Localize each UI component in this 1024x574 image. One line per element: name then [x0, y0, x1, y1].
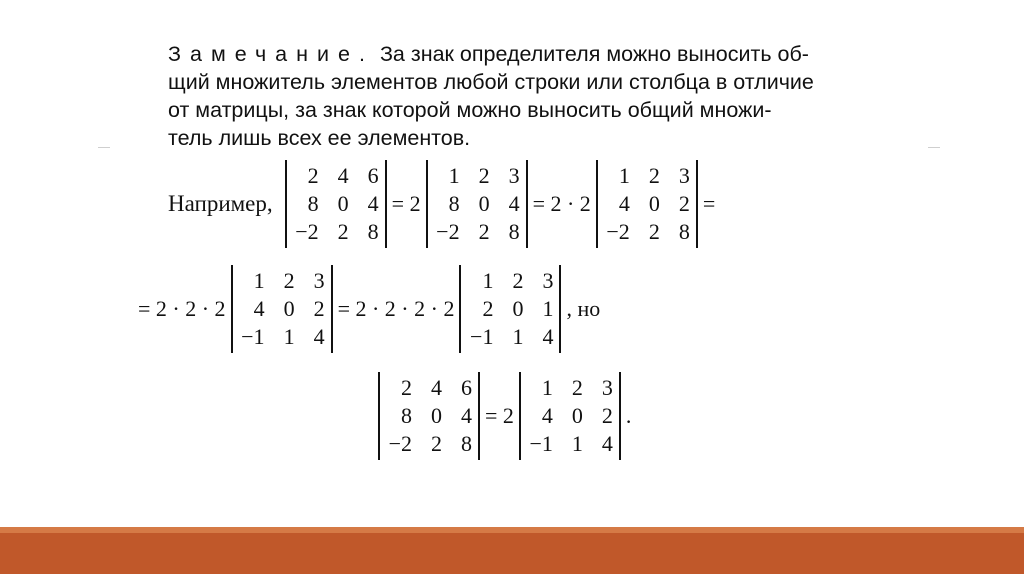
matrix-cell: 1 — [482, 268, 494, 293]
determinant — [519, 372, 621, 460]
matrix-cell: 0 — [478, 191, 490, 216]
matrix-cell: 4 — [253, 296, 265, 321]
matrix-cell: 4 — [367, 191, 379, 216]
matrix-cell: 1 — [542, 296, 554, 321]
matrix-cell: 3 — [542, 268, 554, 293]
matrix-cell: 4 — [601, 431, 613, 456]
matrix-cell: 4 — [542, 324, 554, 349]
matrix-cell: 2 — [313, 296, 325, 321]
matrix-cell: 8 — [461, 431, 472, 456]
remark-label: Замечание. — [168, 42, 374, 66]
determinant — [426, 160, 528, 248]
matrix-cell: −2 — [295, 219, 319, 244]
matrix-cell: 2 — [648, 219, 660, 244]
matrix-cell: 8 — [307, 191, 319, 216]
matrix-cell: 2 — [401, 375, 412, 400]
footer-bar — [0, 527, 1024, 574]
matrix-cell: 4 — [313, 324, 325, 349]
matrix-cell: 8 — [508, 219, 520, 244]
matrix-cell: 1 — [541, 375, 553, 400]
matrix-cell: 2 — [571, 375, 583, 400]
matrix-cell: 3 — [508, 163, 520, 188]
matrix-cell: 0 — [431, 403, 442, 428]
right-tick-mark — [928, 147, 940, 148]
matrix-cell: −2 — [606, 219, 630, 244]
matrix-cell: 3 — [313, 268, 325, 293]
matrix-cell: 3 — [601, 375, 613, 400]
remark-line-1: За знак определителя можно выносить об- — [379, 42, 809, 66]
operator: = 2 — [485, 403, 514, 428]
matrix-cell: 1 — [571, 431, 583, 456]
matrix-cell: 2 — [482, 296, 494, 321]
matrix-cell: −1 — [241, 324, 265, 349]
left-tick-mark — [98, 147, 110, 148]
determinant — [596, 160, 698, 248]
matrix-cell: 1 — [283, 324, 295, 349]
matrix-cell: −1 — [529, 431, 553, 456]
matrix-cell: 6 — [461, 375, 472, 400]
matrix-cell: 0 — [648, 191, 660, 216]
matrix-cell: 2 — [478, 219, 490, 244]
continuation-text: , но — [566, 296, 601, 321]
matrix-cell: 0 — [337, 191, 349, 216]
matrix-cell: 2 — [337, 219, 349, 244]
matrix-cell: 2 — [678, 191, 690, 216]
operator: = 2 · 2 · 2 — [138, 296, 226, 321]
matrix-cell: 4 — [541, 403, 553, 428]
matrix-cell: 1 — [253, 268, 265, 293]
matrix-cell: 1 — [618, 163, 630, 188]
matrix-cell: −1 — [470, 324, 494, 349]
matrix-cell: 2 — [648, 163, 660, 188]
operator: = — [702, 191, 716, 216]
matrix-cell: 3 — [678, 163, 690, 188]
equation-row-1 — [168, 160, 718, 248]
determinant — [378, 372, 480, 460]
equation-row-3 — [376, 372, 634, 460]
matrix-cell: 2 — [512, 268, 524, 293]
equation-row-2 — [135, 265, 603, 353]
matrix-cell: 8 — [367, 219, 379, 244]
matrix-cell: 8 — [678, 219, 690, 244]
remark-line-3: от матрицы, за знак которой можно выносить общий множи- — [168, 98, 772, 122]
determinant — [285, 160, 387, 248]
matrix-cell: 1 — [512, 324, 524, 349]
matrix-cell: 2 — [283, 268, 295, 293]
matrix-cell: 0 — [512, 296, 524, 321]
matrix-cell: 4 — [461, 403, 472, 428]
matrix-cell: 4 — [431, 375, 442, 400]
matrix-cell: 2 — [478, 163, 490, 188]
remark-line-2: щий множитель элементов любой строки или столбца в отличие — [168, 70, 814, 94]
operator: = 2 — [391, 191, 421, 216]
matrix-cell: 2 — [307, 163, 319, 188]
example-word: Например, — [168, 191, 273, 216]
matrix-cell: 2 — [431, 431, 442, 456]
matrix-cell: 8 — [401, 403, 412, 428]
matrix-cell: 0 — [283, 296, 295, 321]
matrix-cell: 8 — [448, 191, 460, 216]
matrix-cell: 4 — [337, 163, 349, 188]
remark-line-4: тель лишь всех ее элементов. — [168, 126, 471, 150]
matrix-cell: 0 — [571, 403, 583, 428]
determinant — [231, 265, 333, 353]
determinant — [459, 265, 561, 353]
matrix-cell: 6 — [367, 163, 379, 188]
matrix-cell: 2 — [601, 403, 613, 428]
matrix-cell: 4 — [618, 191, 630, 216]
matrix-cell: 4 — [508, 191, 520, 216]
matrix-cell: −2 — [436, 219, 460, 244]
matrix-cell: 1 — [448, 163, 460, 188]
operator: = 2 · 2 — [532, 191, 591, 216]
matrix-cell: −2 — [388, 431, 412, 456]
period: . — [625, 403, 632, 428]
remark-paragraph — [168, 40, 928, 152]
operator: = 2 · 2 · 2 · 2 — [337, 296, 455, 321]
